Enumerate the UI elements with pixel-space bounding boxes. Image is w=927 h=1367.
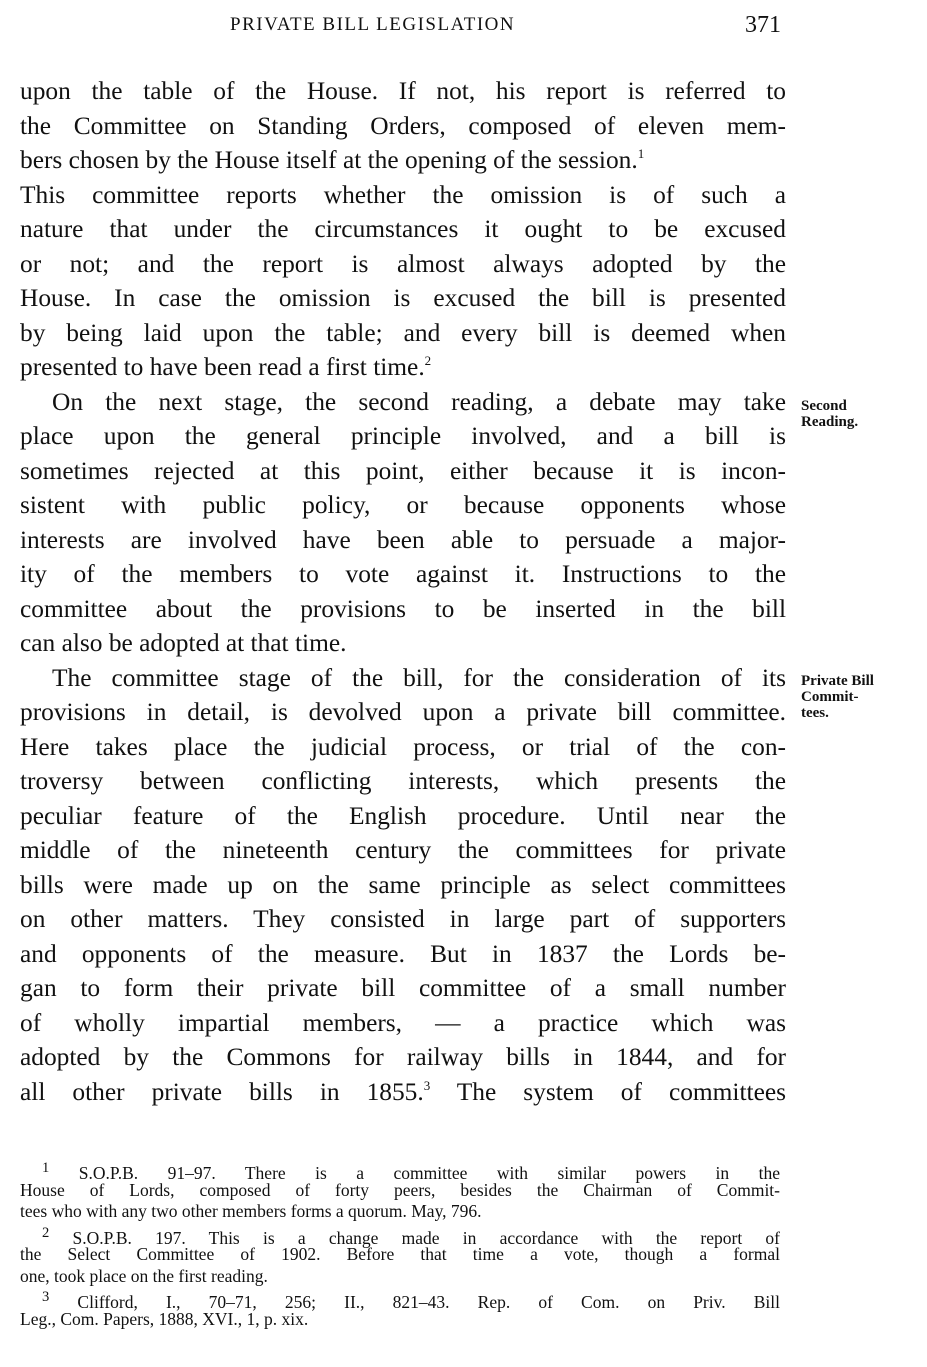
text-line: place upon the general principle involved, and a bill is bbox=[20, 422, 786, 450]
running-title: PRIVATE BILL LEGISLATION bbox=[230, 14, 516, 35]
text-line: and opponents of the measure. But in 1837 the Lords be- bbox=[20, 939, 786, 968]
text-line: upon the table of the House. If not, his report is referred to bbox=[20, 77, 786, 105]
text-line: On the next stage, the second reading, a debate may take bbox=[52, 387, 786, 416]
footnote-marker: 3 bbox=[42, 1289, 50, 1305]
footnote-line: the Select Committee of 1902. Before that time a vote, though a formal bbox=[20, 1244, 780, 1264]
note-ref: 3 bbox=[423, 1077, 431, 1093]
footnote-line: one, took place on the first reading. bbox=[20, 1265, 268, 1286]
text-line: gan to form their private bill committee of a small number bbox=[20, 974, 786, 1002]
page-number: 371 bbox=[745, 12, 781, 38]
sidenote-second-reading: Second Reading. bbox=[801, 398, 859, 430]
text-line: can also be adopted at that time. bbox=[20, 629, 347, 657]
body-text bbox=[20, 74, 786, 1109]
text-line: nature that under the circumstances it ought to be excused bbox=[20, 215, 786, 243]
text-line: bers chosen by the House itself at the opening of the session.$^1$ bbox=[20, 146, 645, 174]
text-line: of wholly impartial members, — a practice which was bbox=[20, 1008, 786, 1037]
footnote-marker: 2 bbox=[42, 1224, 50, 1241]
text-line: bills were made up on the same principle as select committees bbox=[20, 870, 786, 899]
footnote-line: Leg., Com. Papers, 1888, XVI., 1, p. xix. bbox=[20, 1308, 309, 1329]
page-header bbox=[0, 12, 800, 42]
text-line: troversy between conflicting interests, which presents the bbox=[20, 767, 786, 795]
text-line: sometimes rejected at this point, either because it is incon- bbox=[20, 456, 786, 485]
text-line: The committee stage of the bill, for the consideration of its bbox=[52, 663, 786, 692]
text-line: sistent with public policy, or because opponents whose bbox=[20, 491, 786, 519]
note-ref: 2 bbox=[424, 353, 432, 368]
text-line: This committee reports whether the omission is of such a bbox=[20, 180, 786, 209]
footnote-marker: 1 bbox=[42, 1160, 50, 1176]
text-line: the Committee on Standing Orders, composed of eleven mem- bbox=[20, 111, 786, 140]
footnote-line: tees who with any two other members forms a quorum. May, 796. bbox=[20, 1201, 482, 1221]
text-line: adopted by the Commons for railway bills in 1844, and for bbox=[20, 1043, 786, 1071]
text-line: by being laid upon the table; and every bill is deemed when bbox=[20, 318, 786, 347]
text-line: committee about the provisions to be inserted in the bill bbox=[20, 594, 786, 623]
sidenote-private-bill-committees: Private Bill Commit- tees. bbox=[801, 673, 874, 721]
footnote-line: $^2$ S.O.P.B. 197. This is a change made in accordance with the report of bbox=[42, 1224, 781, 1248]
note-ref: 1 bbox=[637, 146, 645, 161]
text-line: House. In case the omission is excused the bill is presented bbox=[20, 284, 786, 312]
text-line: peculiar feature of the English procedure. Until near the bbox=[20, 801, 786, 830]
text-line: all other private bills in 1855.$^3$ The system of committees bbox=[20, 1077, 787, 1106]
text-line: middle of the nineteenth century the committees for private bbox=[20, 836, 786, 864]
text-line: or not; and the report is almost always adopted by the bbox=[20, 249, 786, 278]
footnote-line: $^1$ S.O.P.B. 91–97. There is a committee with similar powers in the bbox=[42, 1160, 781, 1183]
text-line: interests are involved have been able to persuade a major- bbox=[20, 525, 786, 554]
text-line: presented to have been read a first time.$^2$ bbox=[20, 353, 432, 381]
footnote-line: $^3$ Clifford, I., 70–71, 256; II., 821–43. Rep. of Com. on Priv. Bill bbox=[42, 1289, 780, 1312]
footnote-line: House of Lords, composed of forty peers, besides the Chairman of Commit- bbox=[20, 1179, 780, 1200]
text-line: provisions in detail, is devolved upon a private bill committee. bbox=[20, 698, 786, 726]
text-line: ity of the members to vote against it. Instructions to the bbox=[20, 560, 786, 588]
footnotes bbox=[20, 1158, 780, 1330]
text-line: on other matters. They consisted in large part of supporters bbox=[20, 905, 786, 933]
text-line: Here takes place the judicial process, or trial of the con- bbox=[20, 732, 786, 761]
